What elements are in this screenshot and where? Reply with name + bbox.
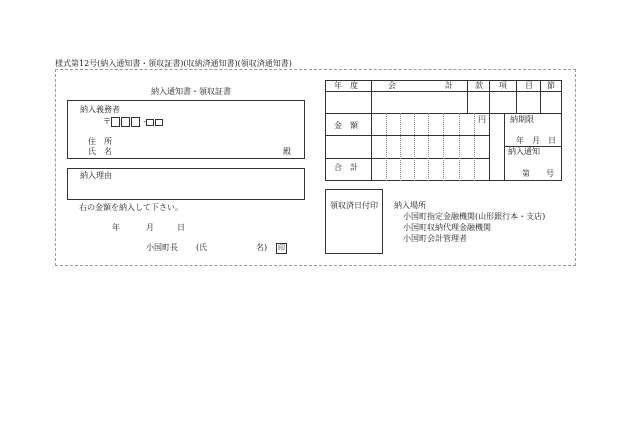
- pay-instruction: 右の金額を納入して下さい。: [79, 203, 183, 212]
- header-moku: 目: [525, 81, 533, 90]
- stamp-label: 領収済日付印: [330, 201, 378, 210]
- place-item: 小国町収納代理金融機関: [403, 223, 491, 232]
- honorific: 殿: [283, 147, 291, 156]
- header-kai: 会: [388, 81, 396, 90]
- amount-label: 金 額: [334, 121, 358, 130]
- deadline-date: 年 月 日: [516, 136, 556, 145]
- mayor-label: 小国町長: [146, 243, 178, 252]
- mayor-name-close: 名): [256, 243, 268, 252]
- header-setsu: 節: [547, 81, 555, 90]
- mayor-name-open: (氏: [196, 243, 208, 252]
- receipt-stamp-box: [325, 189, 383, 254]
- date-year: 年: [112, 223, 120, 232]
- address-label: 住 所: [88, 137, 112, 146]
- header-kan: 款: [475, 81, 483, 90]
- reason-box: [67, 168, 305, 200]
- seal-text: 印: [278, 244, 285, 252]
- postal-digit-box: [121, 117, 130, 127]
- payer-box: [67, 100, 305, 159]
- form-title: 様式第12号(納入通知書・領収証書)(収納済通知書)(領収済通知書): [55, 59, 292, 68]
- postal-dash: -: [143, 117, 147, 126]
- place-label: 納入場所: [394, 201, 426, 210]
- postal-mark: 〒: [103, 117, 111, 126]
- postal-digit-box: [155, 119, 163, 126]
- seal-mark: [276, 243, 287, 254]
- payer-label: 納入義務者: [80, 105, 120, 114]
- date-month: 月: [146, 223, 154, 232]
- place-item: 小国町会計管理者: [403, 234, 467, 243]
- deadline-label: 納期限: [510, 115, 534, 124]
- header-nendo: 年 度: [334, 81, 358, 90]
- total-label: 合 計: [334, 163, 358, 172]
- notice-title: 納入通知書・領収証書: [151, 87, 231, 96]
- postal-digit-box: [143, 117, 154, 126]
- name-label: 氏 名: [88, 147, 112, 156]
- reason-label: 納入理由: [80, 171, 112, 180]
- postal-code-field[interactable]: [103, 117, 164, 127]
- header-kou: 項: [499, 81, 507, 90]
- postal-digit-box: [111, 117, 120, 127]
- date-day: 日: [177, 223, 185, 232]
- place-item: 小国町指定金融機関(山形銀行本・支店): [403, 212, 546, 221]
- header-kei: 計: [445, 81, 453, 90]
- postal-digit-box: [131, 117, 140, 127]
- yen-unit: 円: [478, 115, 486, 124]
- notice-number-unit: 第 号: [522, 169, 554, 178]
- notice-number-label: 納入通知: [508, 147, 540, 156]
